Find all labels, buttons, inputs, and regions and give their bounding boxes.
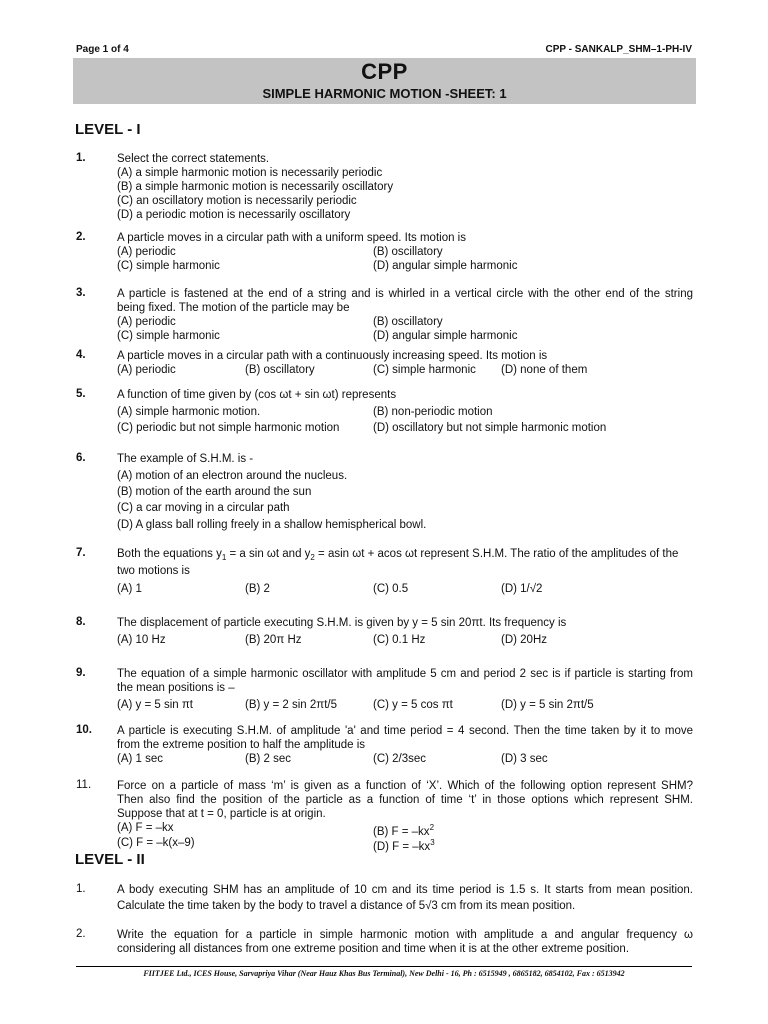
question-text-line-1: A particle is fastened at the end of a string and is whirled in a vertical circle with the other end of the string: [117, 288, 693, 300]
option-a: (A) y = 5 sin πt: [117, 699, 193, 711]
superscript: 3: [430, 838, 435, 847]
option-c: (C) a car moving in a circular path: [117, 502, 290, 514]
option-b: (B) a simple harmonic motion is necessarily oscillatory: [117, 181, 394, 193]
question-text-line-1: [117, 547, 678, 565]
option-b: (B) oscillatory: [373, 316, 443, 328]
question-text-line-1: Force on a particle of mass ‘m’ is given as a function of ‘X’. Which of the following option represent SHM?: [117, 780, 693, 792]
option-b: (B) y = 2 sin 2πt/5: [245, 699, 337, 711]
text-part: = a sin ωt and y: [226, 548, 311, 560]
question-number: 1.: [76, 883, 86, 895]
question-number: 2.: [76, 231, 86, 243]
question-text: A particle moves in a circular path with a continuously increasing speed. Its motion is: [117, 350, 548, 362]
option-text: (D) F = –kx: [373, 841, 431, 853]
option-d: (D) a periodic motion is necessarily oscillatory: [117, 209, 351, 221]
option-a: (A) 1 sec: [117, 753, 164, 765]
option-b: (B) 20π Hz: [245, 634, 302, 646]
option-c: (C) simple harmonic: [373, 364, 476, 376]
question-number: 6.: [76, 452, 86, 464]
question-number: 9.: [76, 667, 86, 679]
footer-divider: [76, 966, 692, 967]
question-text-line-1: A particle is executing S.H.M. of amplitude 'a' and time period = 4 second. Then the time taken by it to move: [117, 725, 693, 737]
document-code: CPP - SANKALP_SHM–1-PH-IV: [545, 44, 692, 55]
option-c: (C) an oscillatory motion is necessarily periodic: [117, 195, 357, 207]
page-title: CPP: [361, 59, 408, 84]
option-d: (D) angular simple harmonic: [373, 260, 518, 272]
question-number: 11.: [76, 779, 92, 791]
page-number: Page 1 of 4: [76, 44, 129, 55]
question-number: 4.: [76, 349, 86, 361]
option-c: (C) simple harmonic: [117, 330, 220, 342]
option-c: (C) 0.1 Hz: [373, 634, 426, 646]
question-number: 8.: [76, 616, 86, 628]
option-text: (B) F = –kx: [373, 826, 430, 838]
question-text-line-2: Then also find the position of the particle as a function of time ‘t’ in those options which represent SHM.: [117, 794, 693, 806]
option-b: (B) oscillatory: [245, 364, 315, 376]
option-a: (A) periodic: [117, 316, 176, 328]
option-c: (C) F = –k(x–9): [117, 837, 195, 849]
option-a: (A) simple harmonic motion.: [117, 406, 261, 418]
question-number: 1.: [76, 152, 86, 164]
option-a: (A) F = –kx: [117, 822, 174, 834]
option-b: (B) motion of the earth around the sun: [117, 486, 312, 498]
option-a: (A) motion of an electron around the nucleus.: [117, 470, 348, 482]
option-c: (C) 2/3sec: [373, 753, 427, 765]
option-b: (B) 2 sec: [245, 753, 292, 765]
question-text-line-1: The equation of a simple harmonic oscillator with amplitude 5 cm and period 2 sec is if particle is starting from: [117, 668, 693, 680]
option-d: (D) 20Hz: [501, 634, 548, 646]
option-b: (B) oscillatory: [373, 246, 443, 258]
page-subtitle: SIMPLE HARMONIC MOTION -SHEET: 1: [262, 86, 507, 101]
question-number: 10.: [76, 724, 92, 736]
option-d: (D) 1/√2: [501, 583, 543, 595]
subscript: 2: [310, 553, 315, 562]
title-banner: [73, 58, 696, 104]
option-d: (D) angular simple harmonic: [373, 330, 518, 342]
question-text-line-1: A body executing SHM has an amplitude of 10 cm and its time period is 1.5 s. It starts from mean position.: [117, 884, 693, 896]
question-text-line-2: two motions is: [117, 565, 190, 577]
option-a: (A) 1: [117, 583, 142, 595]
option-c: (C) y = 5 cos πt: [373, 699, 453, 711]
question-text: The example of S.H.M. is -: [117, 453, 254, 465]
level-two-heading: LEVEL - II: [75, 851, 145, 868]
text-part: Both the equations y: [117, 548, 222, 560]
question-number: 3.: [76, 287, 86, 299]
option-c: (C) 0.5: [373, 583, 409, 595]
question-text-line-2: being fixed. The motion of the particle may be: [117, 302, 350, 314]
level-one-heading: LEVEL - I: [75, 121, 141, 138]
question-text-line-2: the mean positions is –: [117, 682, 235, 694]
question-number: 7.: [76, 547, 86, 559]
question-text: A function of time given by (cos ωt + sin ωt) represents: [117, 389, 397, 401]
superscript: 2: [429, 823, 435, 832]
option-d: [373, 836, 435, 854]
option-d: (D) A glass ball rolling freely in a shallow hemispherical bowl.: [117, 519, 427, 531]
question-number: 2.: [76, 928, 86, 940]
option-d: (D) none of them: [501, 364, 588, 376]
option-a: (A) periodic: [117, 364, 176, 376]
option-b: (B) non-periodic motion: [373, 406, 493, 418]
option-c: (C) simple harmonic: [117, 260, 220, 272]
text-part: = asin ωt + acos ωt represent S.H.M. The ratio of the amplitudes of the: [314, 548, 679, 560]
question-text: A particle moves in a circular path with a uniform speed. Its motion is: [117, 232, 466, 244]
question-text-line-2: from the extreme position to half the amplitude is: [117, 739, 366, 751]
option-a: (A) periodic: [117, 246, 176, 258]
option-d: (D) 3 sec: [501, 753, 548, 765]
option-c: (C) periodic but not simple harmonic motion: [117, 422, 340, 434]
question-text-line-3: Suppose that at t = 0, particle is at origin.: [117, 808, 326, 820]
question-text-line-2: considering all distances from one extreme position and time when it is at the other extreme position.: [117, 943, 630, 955]
question-number: 5.: [76, 388, 86, 400]
question-text-line-1: Write the equation for a particle in simple harmonic motion with amplitude a and angular frequency ω: [117, 929, 693, 941]
option-d: (D) y = 5 sin 2πt/5: [501, 699, 594, 711]
option-a: (A) a simple harmonic motion is necessarily periodic: [117, 167, 383, 179]
footer-address: FIITJEE Ltd., ICES House, Sarvapriya Vihar (Near Hauz Khas Bus Terminal), New Delhi - 16, Ph : 6515949 , 6865182, 6854102, Fax : 6513942: [143, 969, 625, 978]
option-a: (A) 10 Hz: [117, 634, 166, 646]
subscript: 1: [221, 553, 227, 562]
question-text-line-2: Calculate the time taken by the body to travel a distance of 5√3 cm from its mean position.: [117, 900, 576, 912]
question-text: Select the correct statements.: [117, 153, 270, 165]
option-b: (B) 2: [245, 583, 270, 595]
option-d: (D) oscillatory but not simple harmonic motion: [373, 422, 607, 434]
question-text: The displacement of particle executing S.H.M. is given by y = 5 sin 20πt. Its frequency is: [117, 617, 567, 629]
